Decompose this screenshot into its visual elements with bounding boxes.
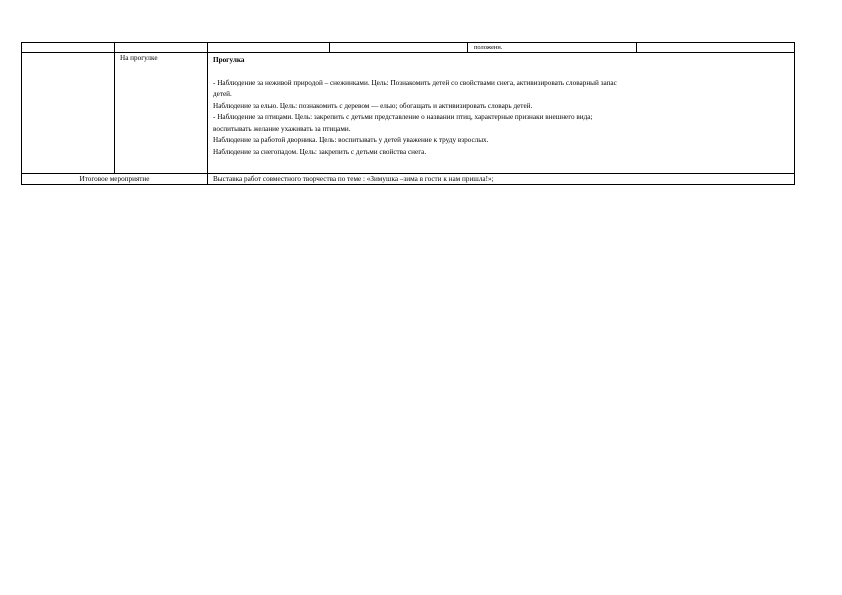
walk-line: Наблюдение за работой дворника. Цель: воспитывать у детей уважение к труду взрослых. [213,136,489,144]
fragment-text: положенн. [474,44,503,51]
final-text: Выставка работ совместного творчества по теме : «Зимушка –зима в гости к нам пришла!»; [213,175,494,183]
spacer [213,67,789,78]
walk-label-cell [115,53,208,174]
final-label-cell [22,174,208,185]
walk-line: - Наблюдение за птицами. Цель: закрепить с детьми представление о названии птиц, характерные признаки внешнего вида; [213,113,593,121]
walk-line: детей. [213,90,232,98]
table-cell [22,43,115,53]
walk-content-cell [208,53,795,174]
final-label: Итоговое мероприятие [79,175,150,183]
table-cell [115,43,208,53]
walk-line: воспитывать желание ухаживать за птицами. [213,124,351,133]
walk-line: Наблюдение за снегопадом. Цель: закрепить с детьми свойства снега. [213,147,427,156]
walk-line: - Наблюдение за неживой природой – снежинками. Цель: Познакомить детей со свойствами снега, активизировать словарный запас [213,78,617,87]
table-cell-fragment [468,43,637,53]
plan-table [21,42,795,185]
final-content-cell [208,174,795,185]
walk-line: Наблюдение за елью. Цель: познакомить с деревом — елью; обогащать и активизировать словарь детей. [213,101,533,110]
table-row-final [22,174,795,185]
walk-heading: Прогулка [213,56,245,64]
walk-label: На прогулке [120,54,158,62]
table-cell [22,53,115,174]
table-row-walk [22,53,795,174]
table-cell [330,43,468,53]
table-cell [637,43,795,53]
table-row-top [22,43,795,53]
table-cell [208,43,330,53]
